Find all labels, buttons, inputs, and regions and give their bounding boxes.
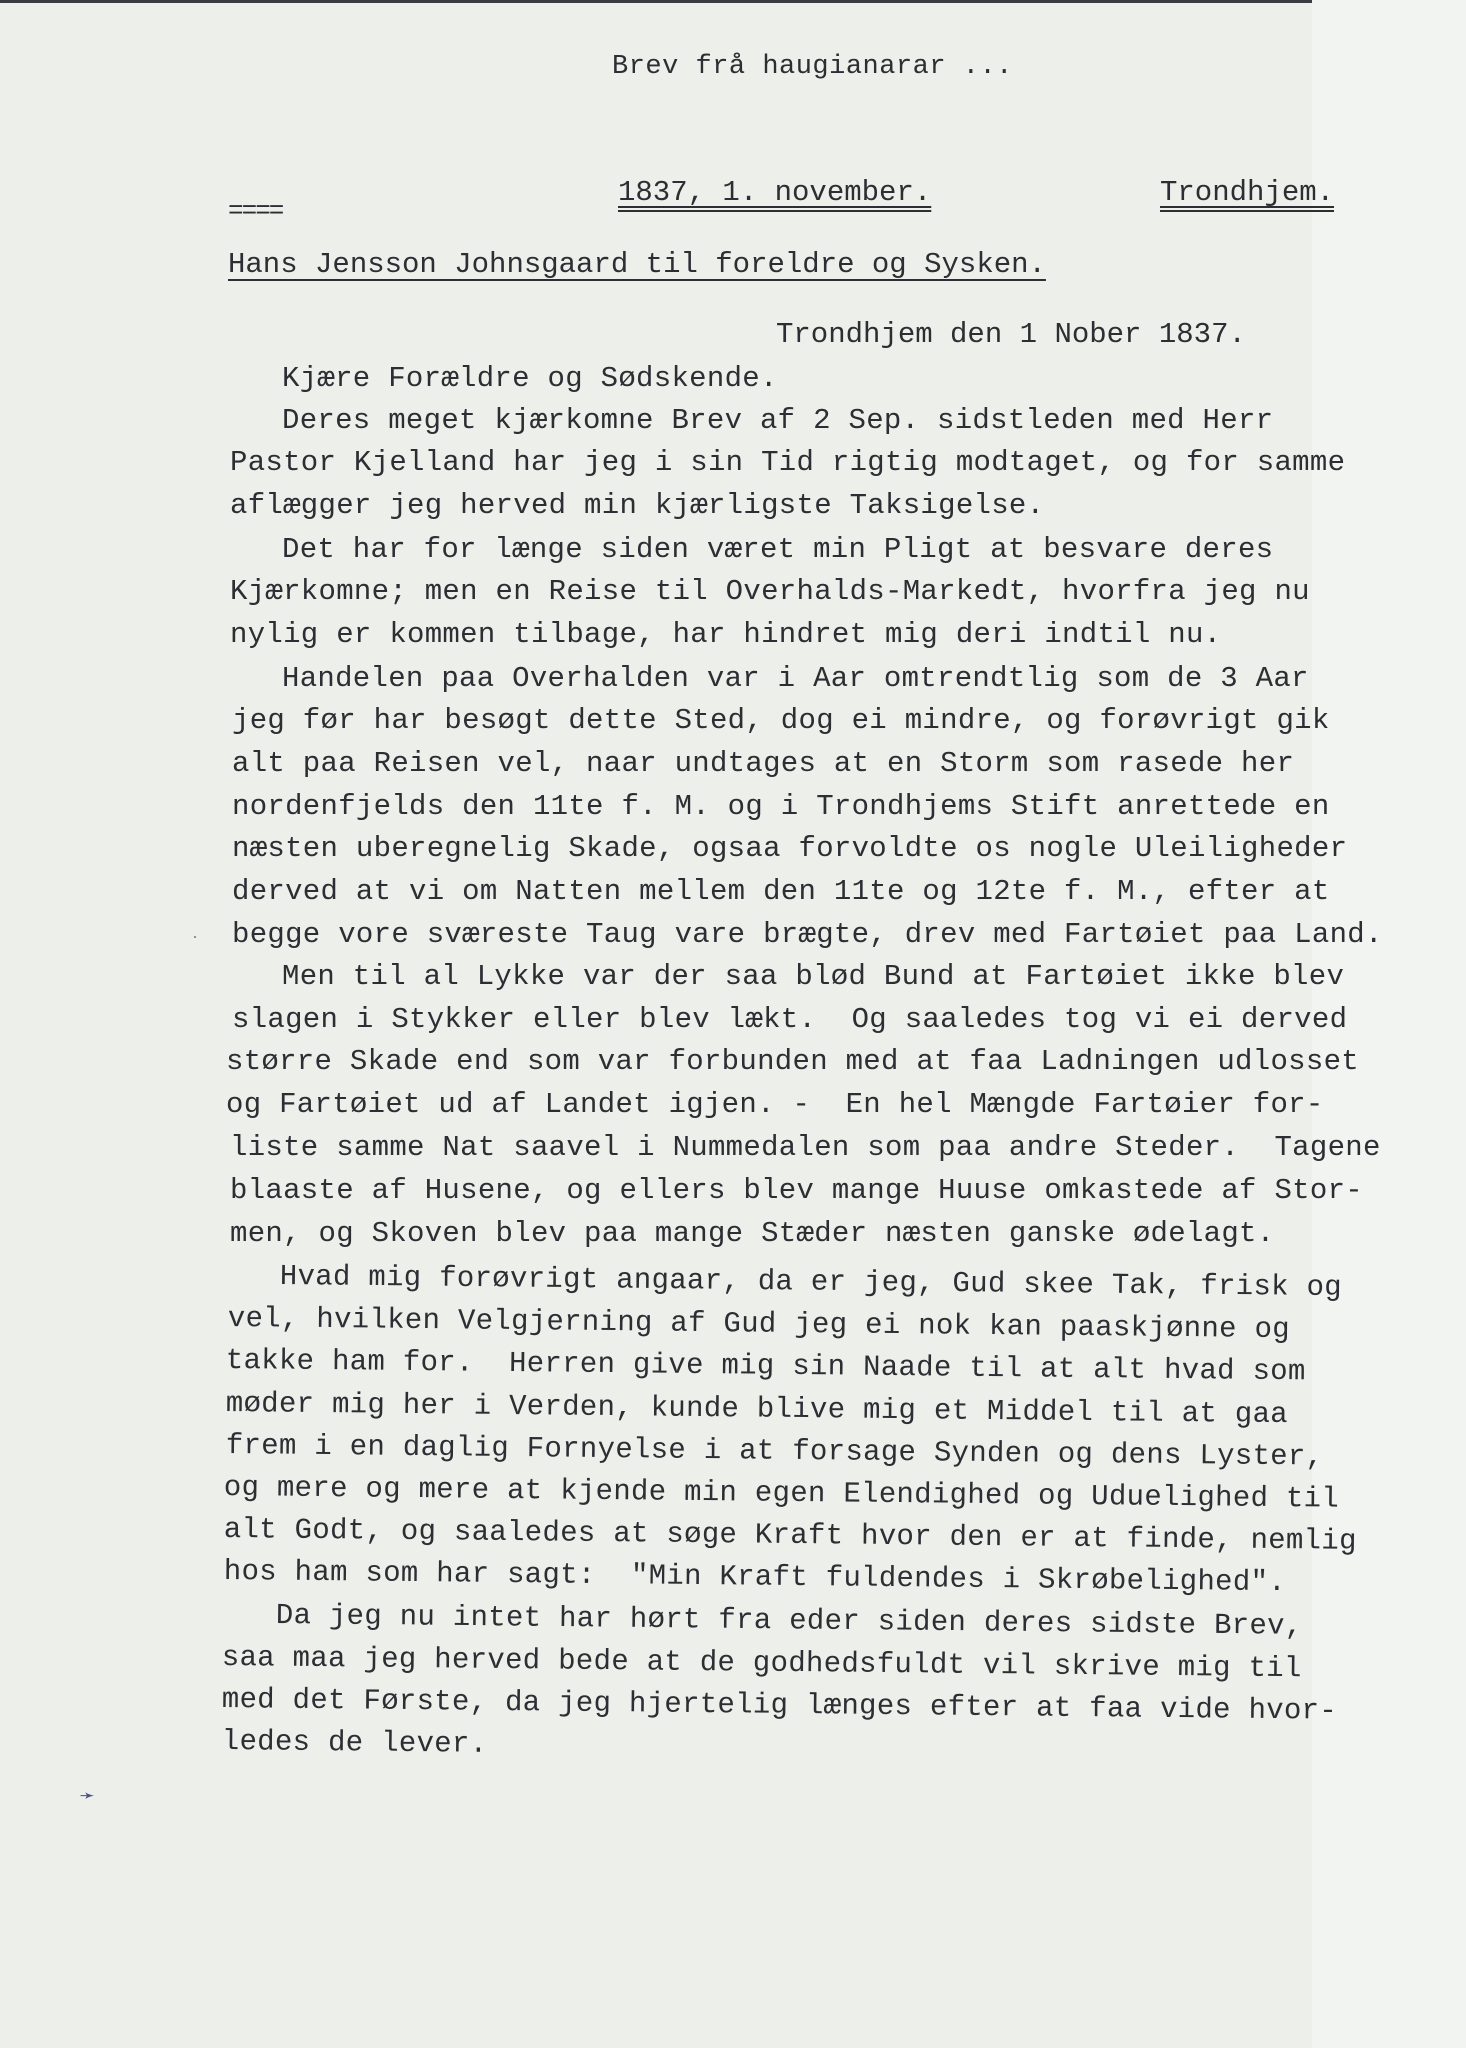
body-line: derved at vi om Natten mellem den 11te og 12te f. M., efter at xyxy=(232,875,1330,908)
body-line: alt paa Reisen vel, naar undtages at en Storm som rasede her xyxy=(232,747,1295,780)
body-line: Hvad mig forøvrigt angaar, da er jeg, Gud skee Tak, frisk og xyxy=(279,1260,1343,1305)
body-line: Handelen paa Overhalden var i Aar omtrendtlig som de 3 Aar xyxy=(282,662,1309,695)
letter-dateline: Trondhjem den 1 Nober 1837. xyxy=(776,318,1246,351)
body-line: slagen i Stykker eller blev lækt. Og saaledes tog vi ei derved xyxy=(232,1003,1348,1036)
body-line: blaaste af Husene, og ellers blev mange Huuse omkastede af Stor- xyxy=(230,1174,1363,1207)
body-line: Deres meget kjærkomne Brev af 2 Sep. sidstleden med Herr xyxy=(282,404,1274,437)
separator-mark: ==== xyxy=(228,196,283,226)
body-line: nylig er kommen tilbage, har hindret mig deri indtil nu. xyxy=(230,618,1222,651)
running-header: Brev frå haugianarar ... xyxy=(612,52,1013,82)
top-edge-rule xyxy=(0,0,1312,3)
body-line: næsten uberegnelig Skade, ogsaa forvoldte os nogle Uleiligheder xyxy=(232,832,1348,865)
body-line: med det Første, da jeg hjertelig længes efter at faa vide hvor- xyxy=(221,1683,1338,1728)
body-line: takke ham for. Herren give mig sin Naade til at alt hvad som xyxy=(225,1344,1306,1389)
margin-speck xyxy=(194,936,196,938)
body-line: liste samme Nat saavel i Nummedalen som paa andre Steder. Tagene xyxy=(230,1131,1381,1164)
body-line: saa maa jeg herved bede at de godhedsfuldt vil skrive mig til xyxy=(221,1641,1302,1686)
body-line: vel, hvilken Velgjerning af Gud jeg ei nok kan paaskjønne og xyxy=(227,1302,1291,1347)
body-line: møder mig her i Verden, kunde blive mig et Middel til at gaa xyxy=(225,1387,1289,1432)
body-line: Det har for længe siden været min Pligt at besvare deres xyxy=(282,533,1274,566)
body-line: Kjære Forældre og Sødskende. xyxy=(282,362,778,395)
body-line: større Skade end som var forbunden med at faa Ladningen udlosset xyxy=(226,1045,1359,1078)
body-line: Men til al Lykke var der saa blød Bund at Fartøiet ikke blev xyxy=(282,960,1345,993)
margin-arrow-icon: ➛ xyxy=(80,1785,95,1812)
body-line: hos ham som har sagt: "Min Kraft fuldendes i Skrøbelighed". xyxy=(223,1555,1287,1600)
body-line: og mere og mere at kjende min egen Elendighed og Uduelighed til xyxy=(223,1471,1340,1516)
letter-place: Trondhjem. xyxy=(1160,176,1335,209)
body-line: jeg før har besøgt dette Sted, dog ei mindre, og forøvrigt gik xyxy=(232,704,1330,737)
body-line: aflægger jeg herved min kjærligste Taksigelse. xyxy=(230,489,1045,522)
letter-date: 1837, 1. november. xyxy=(618,176,932,209)
body-line: Kjærkomne; men en Reise til Overhalds-Markedt, hvorfra jeg nu xyxy=(230,575,1310,608)
body-line: nordenfjelds den 11te f. M. og i Trondhjems Stift anrettede en xyxy=(232,790,1330,823)
letter-subject: Hans Jensson Johnsgaard til foreldre og Sysken. xyxy=(228,248,1046,281)
body-line: begge vore sværeste Taug vare brægte, drev med Fartøiet paa Land. xyxy=(232,918,1383,951)
body-line: Pastor Kjelland har jeg i sin Tid rigtig modtaget, og for samme xyxy=(230,446,1346,479)
body-line: ledes de lever. xyxy=(221,1725,488,1761)
body-line: alt Godt, og saaledes at søge Kraft hvor den er at finde, nemlig xyxy=(223,1513,1357,1558)
body-line: Da jeg nu intet har hørt fra eder siden deres sidste Brev, xyxy=(275,1599,1303,1643)
body-line: og Fartøiet ud af Landet igjen. - En hel Mængde Fartøier for- xyxy=(226,1088,1324,1121)
body-line: frem i en daglig Fornyelse i at forsage Synden og dens Lyster, xyxy=(225,1429,1324,1474)
body-line: men, og Skoven blev paa mange Stæder næsten ganske ødelagt. xyxy=(230,1217,1275,1250)
